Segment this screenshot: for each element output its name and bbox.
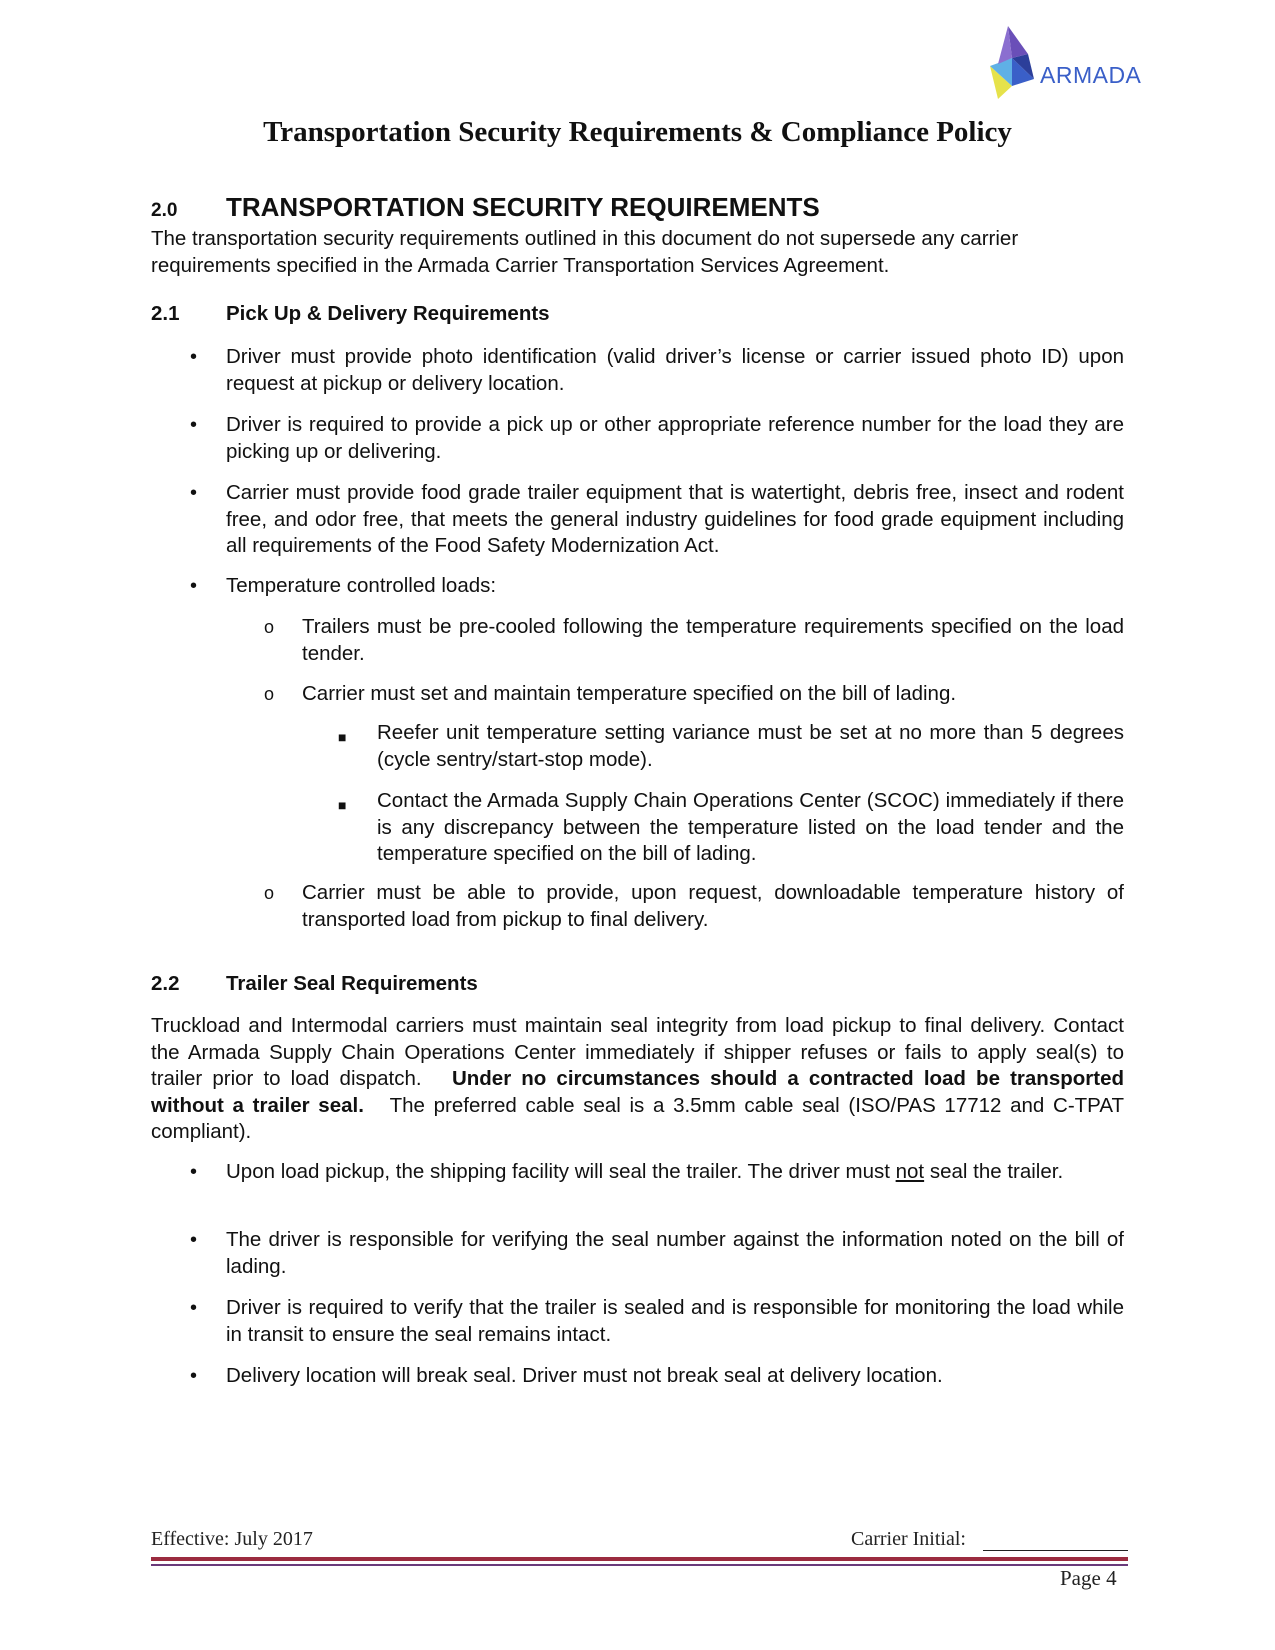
footer-rule-thick: [151, 1557, 1128, 1561]
subsection-title: Pick Up & Delivery Requirements: [226, 302, 550, 325]
nested-list-item-text: Contact the Armada Supply Chain Operations Center (SCOC) immediately if there is any discrepancy between the temperature listed on the load tender and the temperature specified on the bill of lading.: [377, 789, 1124, 865]
bullet-icon: •: [190, 414, 198, 436]
effective-date: Effective: July 2017: [151, 1528, 313, 1550]
document-title: Transportation Security Requirements & Compliance Policy: [263, 116, 1012, 148]
carrier-initial-line: [983, 1550, 1128, 1551]
square-bullet-icon: ■: [338, 797, 347, 813]
footer-rule-thin: [151, 1564, 1128, 1566]
list-item-text: Driver is required to provide a pick up or other appropriate reference number for the load they are picking up or delivering.: [226, 413, 1124, 463]
seal-warning-text: Under no circumstances should a contracted load be transported without a trailer seal.: [151, 1067, 1124, 1117]
bullet-icon: •: [190, 346, 198, 368]
list-item-text: The driver is responsible for verifying the seal number against the information noted on the bill of lading.: [226, 1228, 1124, 1278]
list-item-text: Carrier must provide food grade trailer equipment that is watertight, debris free, insect and rodent free, and odor free, that meets the general industry guidelines for food grade equipment including all requirements of the Food Safety Modernization Act.: [226, 481, 1124, 557]
sub-list-item-text: Carrier must set and maintain temperature specified on the bill of lading.: [302, 682, 957, 705]
subsection-title: Trailer Seal Requirements: [226, 972, 478, 995]
circle-bullet-icon: o: [264, 883, 275, 903]
bullet-icon: •: [190, 1161, 198, 1183]
subsection-number: 2.2: [151, 972, 180, 995]
square-bullet-icon: ■: [338, 729, 347, 745]
bullet-icon: •: [190, 1365, 198, 1387]
seal-paragraph: [151, 1013, 1124, 1146]
list-item-text: Driver must provide photo identification (valid driver’s license or carrier issued photo ID) upon request at pickup or delivery location.: [226, 345, 1124, 395]
sub-list-item-text: Carrier must be able to provide, upon request, downloadable temperature history of transported load from pickup to final delivery.: [302, 881, 1124, 931]
list-item-text: Temperature controlled loads:: [226, 574, 497, 597]
list-item-text-part: seal the trailer.: [929, 1160, 1064, 1183]
list-item-text: Driver is required to verify that the trailer is sealed and is responsible for monitoring the load while in transit to ensure the seal remains intact.: [226, 1296, 1124, 1346]
page-number: Page 4: [1060, 1566, 1117, 1590]
section-number: 2.0: [151, 200, 178, 221]
circle-bullet-icon: o: [264, 684, 275, 704]
carrier-initial-label: Carrier Initial:: [851, 1528, 966, 1550]
seal-paragraph-text: Truckload and Intermodal carriers must maintain seal integrity from load pickup to final delivery. Contact the Armada Supply Chain Operations Center immediately if shipper refuses or fails to apply seal(s) to trailer prior to load dispatch.: [151, 1014, 1124, 1090]
seal-preference-text: The preferred cable seal is a 3.5mm cable seal (ISO/PAS 17712 and C-TPAT compliant).: [151, 1093, 1124, 1143]
armada-logo: [990, 24, 1170, 104]
circle-bullet-icon: o: [264, 617, 275, 637]
section-title: TRANSPORTATION SECURITY REQUIREMENTS: [226, 192, 820, 222]
list-item-text-part: Upon load pickup, the shipping facility will seal the trailer. The driver must: [226, 1160, 890, 1183]
sub-list-item-text: Trailers must be pre-cooled following the temperature requirements specified on the load tender.: [302, 615, 1124, 665]
subsection-number: 2.1: [151, 302, 180, 325]
bullet-icon: •: [190, 1229, 198, 1251]
section-intro: The transportation security requirements outlined in this document do not supersede any carrier requirements specified in the Armada Carrier Transportation Services Agreement.: [151, 227, 1019, 277]
bullet-icon: •: [190, 575, 198, 597]
logo-wordmark: ARMADA: [1040, 62, 1142, 88]
bullet-icon: •: [190, 1297, 198, 1319]
list-item-text: Delivery location will break seal. Driver must not break seal at delivery location.: [226, 1364, 943, 1387]
nested-list-item-text: Reefer unit temperature setting variance must be set at no more than 5 degrees (cycle sentry/start-stop mode).: [377, 721, 1124, 771]
list-item-text: [226, 1159, 1124, 1186]
bullet-icon: •: [190, 482, 198, 504]
underlined-not: not: [895, 1160, 925, 1183]
